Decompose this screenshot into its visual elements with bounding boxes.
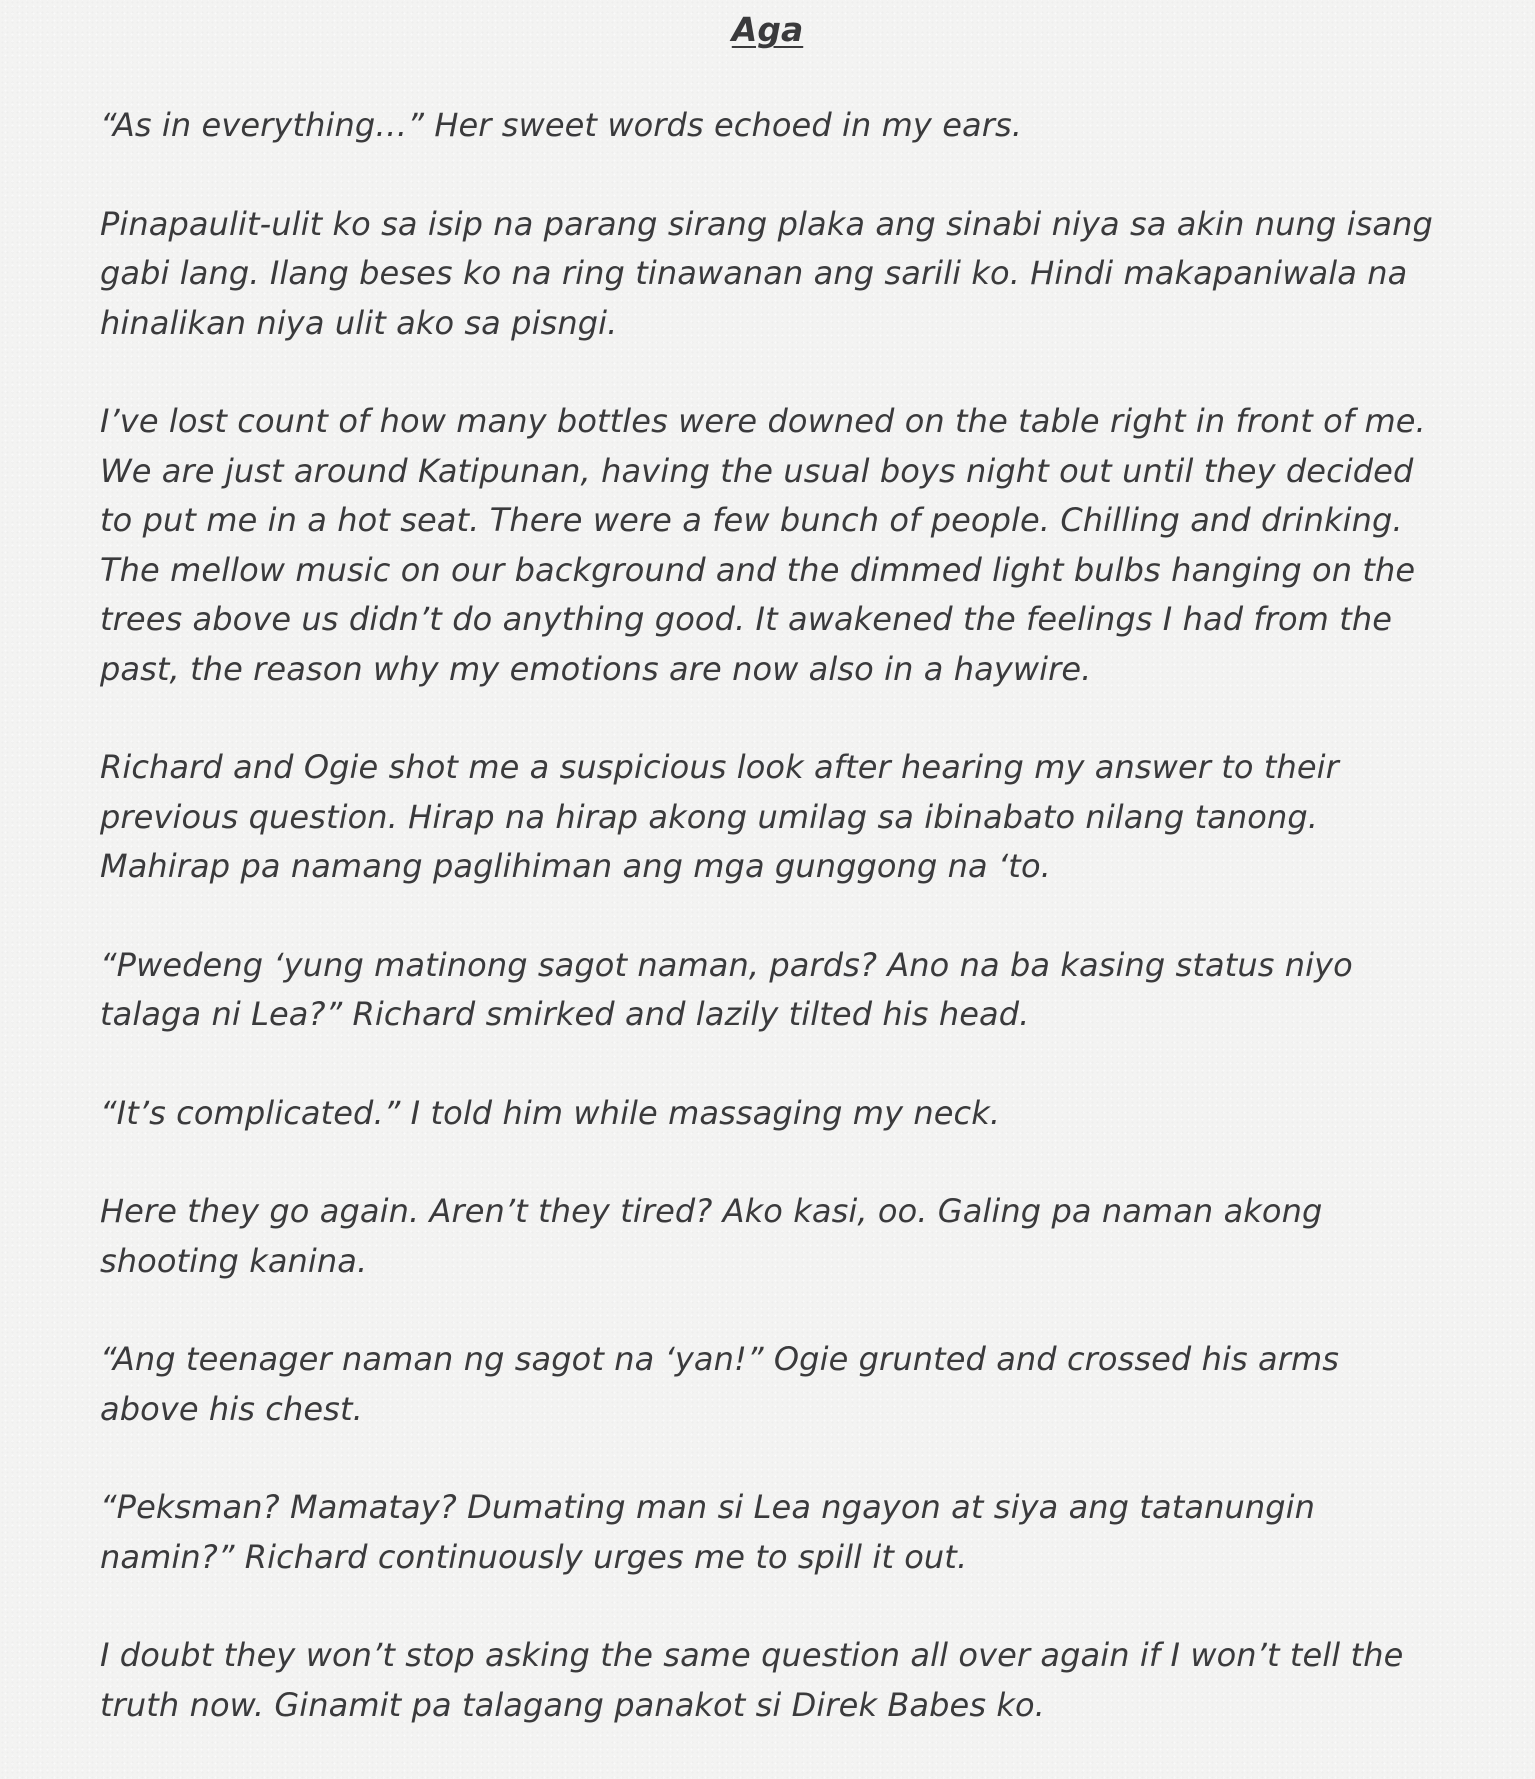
paragraph-2: Pinapaulit-ulit ko sa isip na parang sirang plaka ang sinabi niya sa akin nung isang gabi lang. Ilang beses ko na ring tinawanan ang sarili ko. Hindi makapaniwala na hinalikan niya ulit ako sa pisngi. [100, 204, 1433, 342]
paragraph-7: Here they go again. Aren’t they tired? Ako kasi, oo. Galing pa naman akong shooting kanina. [100, 1192, 1323, 1280]
paragraph-9: “Peksman? Mamatay? Dumating man si Lea ngayon at siya ang tatanungin namin?” Richard continuously urges me to spill it out. [100, 1488, 1316, 1576]
paragraph-5: “Pwedeng ‘yung matinong sagot naman, pards? Ano na ba kasing status niyo talaga ni Lea?” Richard smirked and lazily tilted his head. [100, 945, 1353, 1033]
paragraph-4: Richard and Ogie shot me a suspicious look after hearing my answer to their previous question. Hirap na hirap akong umilag sa ibinabato nilang tanong. Mahirap pa namang paglihiman ang mga gunggong na ‘to. [100, 748, 1339, 885]
paragraph-1: “As in everything…” Her sweet words echoed in my ears. [100, 106, 1023, 144]
paragraph-3: I’ve lost count of how many bottles were downed on the table right in front of me. We are just around Katipunan, having the usual boys night out until they decided to put me in a hot seat. There were a few bunch of people. Chilling and drinking. The mellow music on our background and the dimmed light bulbs hanging on the trees above us didn’t do anything good. It awakened the feelings I had from the past, the reason why my emotions are now also in a haywire. [100, 402, 1426, 688]
paragraph-10: I doubt they won’t stop asking the same question all over again if I won’t tell the truth now. Ginamit pa talagang panakot si Direk Babes ko. [100, 1636, 1404, 1724]
chapter-title: Aga [731, 10, 804, 49]
paragraph-6: “It’s complicated.” I told him while massaging my neck. [100, 1093, 1001, 1132]
story-body [100, 101, 1435, 1779]
paragraph-8: “Ang teenager naman ng sagot na ‘yan!” Ogie grunted and crossed his arms above his chest. [100, 1340, 1340, 1428]
